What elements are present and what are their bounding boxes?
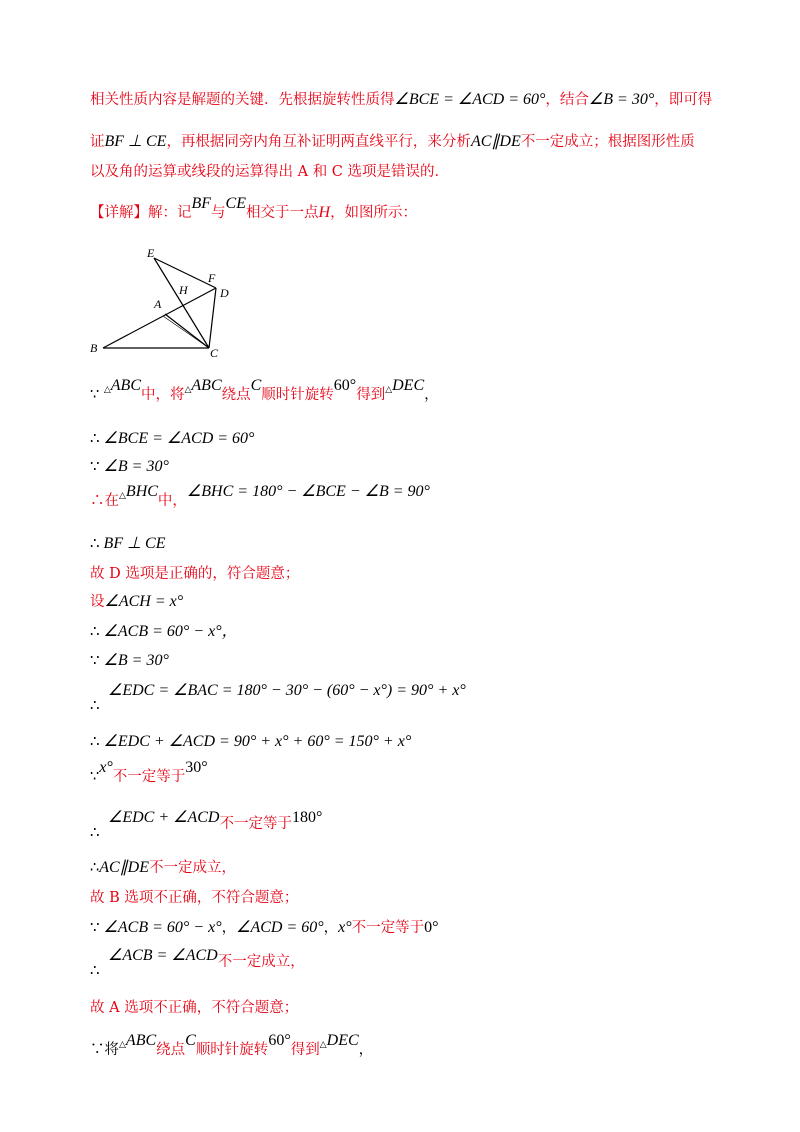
text-segment: ， xyxy=(221,920,237,936)
math-expression: ∠ACB = ∠ACD xyxy=(108,947,218,964)
text-segment: ，即可得 xyxy=(654,92,713,108)
label-h: H xyxy=(179,283,188,297)
text-segment: 证 xyxy=(90,134,105,150)
math-expression: C xyxy=(250,377,262,394)
math-expression: AC∥DE xyxy=(470,133,521,150)
math-expression: DEC xyxy=(326,1032,359,1049)
text-segment: 中，将 xyxy=(140,387,185,403)
therefore-symbol: ∴ xyxy=(90,961,100,979)
step-line-5 xyxy=(90,533,165,554)
math-expression: 180° xyxy=(291,809,323,826)
math-expression: H xyxy=(318,204,331,221)
math-expression: ABC xyxy=(110,377,141,394)
detail-heading-line xyxy=(90,195,418,223)
text-segment: 不一定成立， xyxy=(149,860,237,876)
text-segment: ， xyxy=(424,387,439,403)
step-line-2 xyxy=(90,428,254,449)
text-segment: 设 xyxy=(90,594,105,610)
text-segment: 得到 xyxy=(290,1042,320,1058)
label-b: B xyxy=(90,341,98,355)
text-segment: 相交于一点 xyxy=(246,205,319,221)
text-segment: 顺时针旋转 xyxy=(195,1042,269,1058)
therefore-symbol: ∴ xyxy=(90,534,100,552)
math-expression: ∠ACH = x° xyxy=(104,593,184,610)
step-line-16 xyxy=(90,917,439,938)
segment-dc xyxy=(209,288,216,348)
step-line-17 xyxy=(90,946,305,978)
text-segment: 不一定等于 xyxy=(351,920,425,936)
step-line-7 xyxy=(90,592,183,612)
step-line-12 xyxy=(90,759,208,787)
math-expression: BF xyxy=(191,195,212,212)
math-expression: BF ⊥ CE xyxy=(104,133,167,150)
math-expression: 60° xyxy=(333,377,357,394)
math-expression: ∠ACB = 60° − x° xyxy=(103,919,222,936)
step-line-1 xyxy=(90,377,439,407)
step-line-13 xyxy=(90,808,322,840)
because-symbol: ∵ xyxy=(90,651,100,669)
math-expression: BF ⊥ CE xyxy=(103,535,166,552)
text-segment: 顺时针旋转 xyxy=(261,387,334,403)
text-segment: 与 xyxy=(211,205,226,221)
math-expression: ∠EDC = ∠BAC = 180° − 30° − (60° − x°) = 90° + x° xyxy=(108,682,466,699)
step-line-10 xyxy=(90,681,466,713)
therefore-symbol: ∴ xyxy=(90,732,100,750)
step-line-15 xyxy=(90,888,298,908)
geometry-figure xyxy=(86,244,246,360)
text-segment: 故 D 选项是正确的，符合题意； xyxy=(90,566,300,582)
text-segment: ， xyxy=(358,1042,374,1058)
math-expression: ∠B = 30° xyxy=(103,458,169,475)
triangle-symbol: △ xyxy=(385,385,393,395)
therefore-symbol: ∴ xyxy=(90,622,100,640)
text-segment: 绕点 xyxy=(156,1042,186,1058)
text-segment: ，再根据同旁内角互补证明两直线平行，来分析 xyxy=(166,134,471,150)
math-expression: DEC xyxy=(392,377,425,394)
text-segment: 不一定等于 xyxy=(112,769,186,785)
step-line-9 xyxy=(90,650,169,671)
math-expression: 30° xyxy=(185,759,208,776)
math-expression: ∠EDC + ∠ACD xyxy=(108,809,220,826)
math-expression: x° xyxy=(99,759,113,776)
math-expression: ∠ACD = 60° xyxy=(236,919,324,936)
step-line-11 xyxy=(90,731,411,752)
triangle-symbol: △ xyxy=(119,1040,126,1050)
step-line-18 xyxy=(90,998,298,1018)
math-expression: ∠ACB = 60° − x°， xyxy=(103,623,238,640)
text-segment: 中， xyxy=(157,493,187,509)
text-segment: 不一定等于 xyxy=(219,816,292,832)
math-expression: ∠BCE = ∠ACD = 60° xyxy=(394,91,546,108)
math-expression: BHC xyxy=(125,483,158,500)
math-expression: 60° xyxy=(268,1032,291,1049)
math-expression: ∠BHC = 180° − ∠BCE − ∠B = 90° xyxy=(186,483,430,500)
segment-ac-inner xyxy=(163,316,209,348)
step-line-6 xyxy=(90,564,299,584)
math-expression: ∠BCE = ∠ACD = 60° xyxy=(103,430,255,447)
step-line-14 xyxy=(90,858,236,878)
therefore-symbol: ∴ xyxy=(90,696,100,714)
math-expression: AC∥DE xyxy=(99,859,150,876)
text-segment: 解：记 xyxy=(148,205,192,221)
step-line-19 xyxy=(90,1032,374,1062)
label-f: F xyxy=(208,271,216,285)
text-segment: 相关性质内容是解题的关键．先根据旋转性质得 xyxy=(90,92,395,108)
label-a: A xyxy=(154,297,162,311)
text-segment: 以及角的运算或线段的运算得出 A 和 C 选项是错误的． xyxy=(90,164,450,180)
detail-tag: 【详解】 xyxy=(90,205,148,221)
because-symbol: ∵ xyxy=(90,769,100,785)
text-segment: ，如图所示： xyxy=(330,205,418,221)
math-expression: x° xyxy=(338,919,352,936)
therefore-symbol: ∴ xyxy=(90,429,100,447)
text-segment: 不一定成立；根据图形性质 xyxy=(520,134,695,150)
label-c: C xyxy=(210,346,219,360)
label-d: D xyxy=(220,286,229,300)
step-line-3 xyxy=(90,456,169,477)
label-e: E xyxy=(147,246,155,260)
text-line-3 xyxy=(90,162,449,182)
math-expression: 0° xyxy=(424,919,439,936)
math-expression: ∠B = 30° xyxy=(588,91,655,108)
because-symbol: ∵将 xyxy=(90,1042,119,1058)
text-segment: 故 B 选项不正确，不符合题意； xyxy=(90,890,299,906)
text-segment: 得到 xyxy=(356,387,386,403)
text-line-1 xyxy=(90,90,712,110)
triangle-symbol: △ xyxy=(184,385,192,395)
text-segment: 绕点 xyxy=(221,387,251,403)
because-symbol: ∵ xyxy=(90,918,100,936)
text-segment: 故 A 选项不正确，不符合题意； xyxy=(90,1000,299,1016)
therefore-symbol: ∴ xyxy=(90,823,100,841)
math-expression: ABC xyxy=(125,1032,157,1049)
therefore-symbol: ∴ xyxy=(90,860,100,876)
therefore-symbol: ∴在 xyxy=(90,493,119,509)
text-segment: ， xyxy=(323,920,339,936)
math-expression: ABC xyxy=(191,377,222,394)
text-line-2 xyxy=(90,132,695,152)
text-segment: ，结合 xyxy=(545,92,589,108)
math-expression: C xyxy=(185,1032,196,1049)
step-line-8 xyxy=(90,621,238,642)
segment-ac xyxy=(165,314,209,348)
because-symbol: ∵ xyxy=(90,457,100,475)
text-segment: 不一定成立， xyxy=(217,954,305,970)
triangle-symbol: △ xyxy=(119,491,126,501)
triangle-symbol: △ xyxy=(319,1040,327,1050)
step-line-4 xyxy=(90,483,430,513)
because-symbol: ∵ xyxy=(90,387,100,403)
math-expression: ∠B = 30° xyxy=(103,652,169,669)
triangle-symbol: △ xyxy=(103,385,111,395)
math-expression: ∠EDC + ∠ACD = 90° + x° + 60° = 150° + x° xyxy=(103,733,412,750)
math-expression: CE xyxy=(225,195,246,212)
